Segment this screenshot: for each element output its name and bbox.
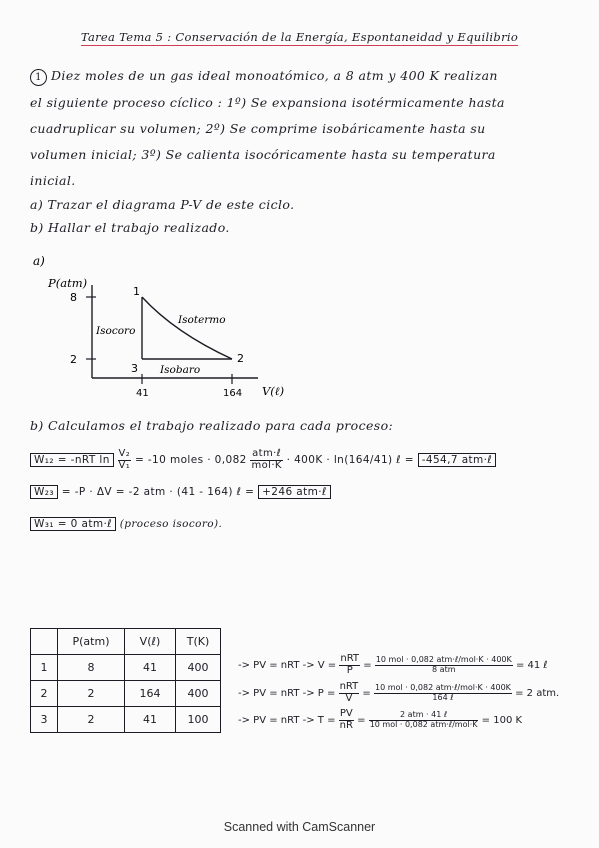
point-3-label: 3 <box>131 362 138 375</box>
w12-label: W₁₂ = -nRT ln <box>30 453 114 467</box>
table-cell: 2 <box>58 681 125 707</box>
calc-temperature-result: = 100 K <box>481 715 523 726</box>
isobaric-label: Isobaro <box>160 364 201 376</box>
calc-volume-eq: = <box>363 660 372 671</box>
y-tick-label-2: 2 <box>70 353 77 366</box>
calc-pressure-substitution <box>374 684 512 702</box>
calc-temperature <box>238 709 522 731</box>
calc-volume-prefix: -> PV = nRT -> V = <box>238 660 337 671</box>
w12-ratio-den: V₁ <box>118 459 131 471</box>
work-intro: b) Calculamos el trabajo realizado para cada proceso: <box>30 418 394 433</box>
problem-text-1: Diez moles de un gas ideal monoatómico, a 8 atm y 400 K realizan <box>51 68 498 83</box>
table-cell: 41 <box>125 707 176 733</box>
calc-volume <box>238 654 548 676</box>
w23-label: W₂₃ <box>30 485 58 499</box>
table-row <box>31 681 221 707</box>
pv-diagram <box>0 0 599 420</box>
y-tick-label-8: 8 <box>70 291 77 304</box>
w12-volume-ratio <box>118 449 132 471</box>
w12-units-num: atm·ℓ <box>252 448 282 459</box>
calc-volume-formula <box>339 654 360 676</box>
w12-equation <box>30 449 496 471</box>
calc-volume-formula-num: nRT <box>340 653 360 664</box>
table-cell: 400 <box>176 681 221 707</box>
w23-expr: = -P · ΔV = -2 atm · (41 - 164) ℓ = <box>61 486 255 498</box>
calc-temperature-formula-den: nR <box>339 719 353 731</box>
calc-volume-substitution <box>375 656 513 674</box>
problem-line-2: el siguiente proceso cíclico : 1º) Se expansiona isotérmicamente hasta <box>30 95 505 110</box>
diagram-label: a) <box>33 254 45 268</box>
calc-temperature-subst-den: 10 mol · 0,082 atm·ℓ/mol·K <box>369 719 478 729</box>
table-header-row <box>31 629 221 655</box>
x-tick-label-41: 41 <box>136 388 149 399</box>
table-cell: 8 <box>58 655 125 681</box>
calc-temperature-eq: = <box>357 715 366 726</box>
table-cell: 400 <box>176 655 221 681</box>
w12-rest: · 400K · ln(164/41) ℓ = <box>286 454 414 466</box>
table-cell: 3 <box>31 707 58 733</box>
question-a: a) Trazar el diagrama P-V de este ciclo. <box>30 197 295 212</box>
w12-units <box>250 449 282 471</box>
w31-note: (proceso isocoro). <box>119 518 223 530</box>
calc-temperature-subst-num: 2 atm · 41 ℓ <box>369 711 479 720</box>
calc-volume-formula-den: P <box>346 664 353 676</box>
w23-equation <box>30 486 331 498</box>
problem-line-4: volumen inicial; 3º) Se calienta isocóricamente hasta su temperatura <box>30 147 496 162</box>
table-header-cell: V(ℓ) <box>125 629 176 655</box>
state-table <box>30 628 221 733</box>
calc-pressure <box>238 682 559 704</box>
calc-temperature-formula-num: PV <box>339 708 353 719</box>
calc-pressure-formula-num: nRT <box>339 681 359 692</box>
point-1-label: 1 <box>133 285 140 298</box>
calc-pressure-subst-num: 10 mol · 0,082 atm·ℓ/mol·K · 400K <box>375 683 511 693</box>
calc-temperature-prefix: -> PV = nRT -> T = <box>238 715 336 726</box>
table-header-cell <box>31 629 58 655</box>
title-text: Tarea Tema 5 : Conservación de la Energía, Espontaneidad y Equilibrio <box>80 30 519 44</box>
question-b: b) Hallar el trabajo realizado. <box>30 220 230 235</box>
w12-mid: = -10 moles · 0,082 <box>134 454 247 466</box>
calc-pressure-subst-den: 164 ℓ <box>432 692 454 702</box>
isochoric-label: Isocoro <box>96 325 136 337</box>
calc-temperature-formula <box>339 709 354 731</box>
problem-line-5: inicial. <box>30 173 76 188</box>
y-axis-label: P(atm) <box>48 276 88 290</box>
calc-pressure-eq: = <box>362 688 371 699</box>
scanner-watermark: Scanned with CamScanner <box>223 820 376 834</box>
isothermal-label: Isotermo <box>178 314 226 326</box>
table-cell: 2 <box>58 707 125 733</box>
w31-equation <box>30 518 222 530</box>
table-cell: 164 <box>125 681 176 707</box>
point-2-label: 2 <box>237 352 244 365</box>
table-cell: 2 <box>31 681 58 707</box>
w12-result: -454,7 atm·ℓ <box>418 453 496 467</box>
table-header-cell: T(K) <box>176 629 221 655</box>
calc-pressure-result: = 2 atm. <box>515 688 560 699</box>
table-header-cell: P(atm) <box>58 629 125 655</box>
w23-result: +246 atm·ℓ <box>258 485 331 499</box>
w31-label: W₃₁ = 0 atm·ℓ <box>30 517 116 531</box>
x-tick-label-164: 164 <box>223 388 243 399</box>
table-row <box>31 707 221 733</box>
table-cell: 41 <box>125 655 176 681</box>
calc-pressure-prefix: -> PV = nRT -> P = <box>238 688 336 699</box>
calc-volume-result: = 41 ℓ <box>515 660 548 671</box>
table-cell: 1 <box>31 655 58 681</box>
calc-volume-subst-num: 10 mol · 0,082 atm·ℓ/mol·K · 400K <box>375 655 512 665</box>
calc-pressure-formula <box>339 682 360 704</box>
problem-line-3: cuadruplicar su volumen; 2º) Se comprime isobáricamente hasta su <box>30 121 486 136</box>
calc-pressure-formula-den: V <box>345 692 353 704</box>
problem-number: 1 <box>35 72 42 83</box>
calc-temperature-substitution <box>369 711 479 729</box>
calc-volume-subst-den: 8 atm <box>432 664 456 674</box>
table-row <box>31 655 221 681</box>
table-cell: 100 <box>176 707 221 733</box>
w12-ratio-num: V₂ <box>118 448 131 459</box>
w12-units-den: mol·K <box>251 459 282 471</box>
x-axis-label: V(ℓ) <box>262 384 285 398</box>
isothermal-curve <box>142 297 232 359</box>
